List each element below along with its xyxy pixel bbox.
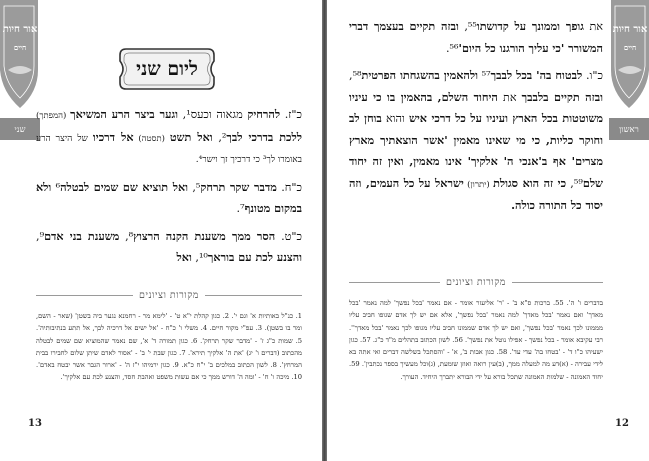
left-sources-text: 1. כנ"ל באותיות א' וגם י'. 2. כגון קהלת י"א ט' - 'לימא מר - רחמנא נגער ביה בשטן' (שאר - השם, ומר בו בשטן). 3. עפ"י מקור חיים. 4. משלי ו' כ"ח - 'אל ישים אל דרכיה לבך, אל תתע בנתיבותיה'. 5. שמות כ"ג ז' - 'מדבר שקר תרחק'. 6. כגון תמורה ד' א', שם נאמר שהמוציא שם שמים לבטלה מהכתוב (דברים ו' יג) 'את ה' אלקיך תירא'. 7. כגון שבת י' ב' - 'אסור לאדם שיתן שלום לחבירו בבית המרחץ'. 8. לשון הכתוב במלכים ב' י"ח כ"א. 9. כגון ירמיהו י"ז ה' - 'ארור הגבר אשר יבטח באדם'. 10. מיכה ו' ח' - 'ומה ה' דורש ממך כי אם עשות משפט ואהבת חסד, והצנע לכת עם אלקיך'. bbox=[36, 312, 303, 382]
sources-header bbox=[36, 287, 302, 303]
divider bbox=[205, 295, 302, 296]
paragraph-26: כ"ו. לבטוח בה' בכל לבבך⁵⁷ ולהאמין בהשגחתו הפרטית⁵⁸, ובזה תקיים בלבבך את היחוד השלם, בהאמין בו כי עיניו משוטטות בכל הארץ ועיניו על כל דרכי איש והוא בוחן לב וחוקר כליות, כי מי שאינו מאמין 'אשר הוצאתיך מארץ מצרים' אף ב'אנכי ה' אלקיך' אינו מאמין, ואין זה יחוד שלם⁵⁹, כי זה הוא סגולת (יתרון) ישראל על כל העמים, וזה יסוד כל התורה כולה. bbox=[349, 68, 603, 212]
sources-title: מקורות וציונים bbox=[139, 289, 199, 301]
right-main-text bbox=[349, 16, 603, 217]
right-sources-text: בדברים ו' ה'. 55. ברכות ס"א ב' - 'ר' אליעזר אומר - אם נאמר 'בכל נפשך' למה נאמר 'בכל מאדך' ואם נאמר 'בכל מאדך' למה נאמר 'בכל נפשך', אלא אם יש לך אדם שגופו חביב עליו מממונו לכך נאמר 'בכל נפשך', ואם יש לך אדם שממונו חביב עליו מגופו לכך נאמר 'בכל מאדך''. רבי עקיבא אומר - בכל נפשך - אפילו נוטל את נפשך'. 56. לשון הכתוב בתהלים מ"ד כ"ג. 57. כגון ישעיהו כ"ו ד' - 'בטחו בה' עדי עד'. 58. כגון אבות ב', א' - 'והסתכל בשלשה דברים ואי אתה בא לידי עבירה - (א)דע מה למעלה ממך, (ב)עין רואה ואוזן שומעת, (ג)וכל מעשיך בספר נכתבין'. 59. יחוד האמונה - שלמות האמונה שתכל בורא על ידי הבורא יתברך היחיד. העורך. bbox=[349, 299, 603, 381]
page-number: 13 bbox=[28, 418, 42, 429]
divider bbox=[36, 295, 133, 296]
paragraph-number: כ"ז. bbox=[284, 108, 302, 121]
divider bbox=[349, 282, 440, 283]
emblem-title: אור חיות bbox=[2, 24, 38, 35]
intro-paragraph: את גופך וממונך על קדושתו⁵⁵, ובזה תקיים בעצמך דברי המשורר 'כי עליך הורגנו כל היום'⁵⁶. bbox=[349, 19, 603, 55]
emblem-title: אור חיות bbox=[612, 24, 648, 35]
book-emblem-icon bbox=[0, 0, 40, 112]
emblem-subtitle: חיים bbox=[623, 43, 637, 52]
divider bbox=[512, 282, 603, 283]
sources-header bbox=[349, 274, 603, 290]
paragraph-28: כ"ח. מדבר שקר תרחק⁵, ואל תוציא שם שמים לבטלה⁶ ולא במקום מטונף⁷. bbox=[36, 179, 302, 215]
sources-title: מקורות וציונים bbox=[446, 276, 506, 288]
paragraph-27: כ"ז. להרחיק מגאוה וכעס¹, וגער ביצר הרע המשיאך (המפתך) ללכת בדרכי לבך², ואל תשט (תסטה) אל דרכיו של היצר הרע באומרו לך³ כי דרכיך זך וישר⁴. bbox=[36, 107, 302, 165]
book-emblem-icon bbox=[609, 0, 649, 112]
side-tab-label: שני bbox=[0, 118, 40, 140]
day-title: ליום שני bbox=[136, 57, 198, 80]
paragraph-number: כ"ו. bbox=[585, 69, 603, 82]
paragraph-number: כ"ח. bbox=[281, 180, 302, 194]
paragraph-number: כ"ט. bbox=[281, 229, 302, 243]
day-banner bbox=[118, 47, 216, 91]
left-page bbox=[0, 0, 322, 461]
left-main-text bbox=[36, 104, 302, 269]
page-number: 12 bbox=[615, 418, 629, 429]
paragraph-29: כ"ט. הסר ממך משענת הקנה הרצוץ⁸, משענת בני אדם⁹, והצנע לכת עם בוראך¹⁰, ואל bbox=[36, 228, 302, 264]
side-tab-label: ראשון bbox=[609, 118, 649, 140]
right-page bbox=[327, 0, 649, 461]
emblem-subtitle: חיים bbox=[13, 43, 27, 52]
